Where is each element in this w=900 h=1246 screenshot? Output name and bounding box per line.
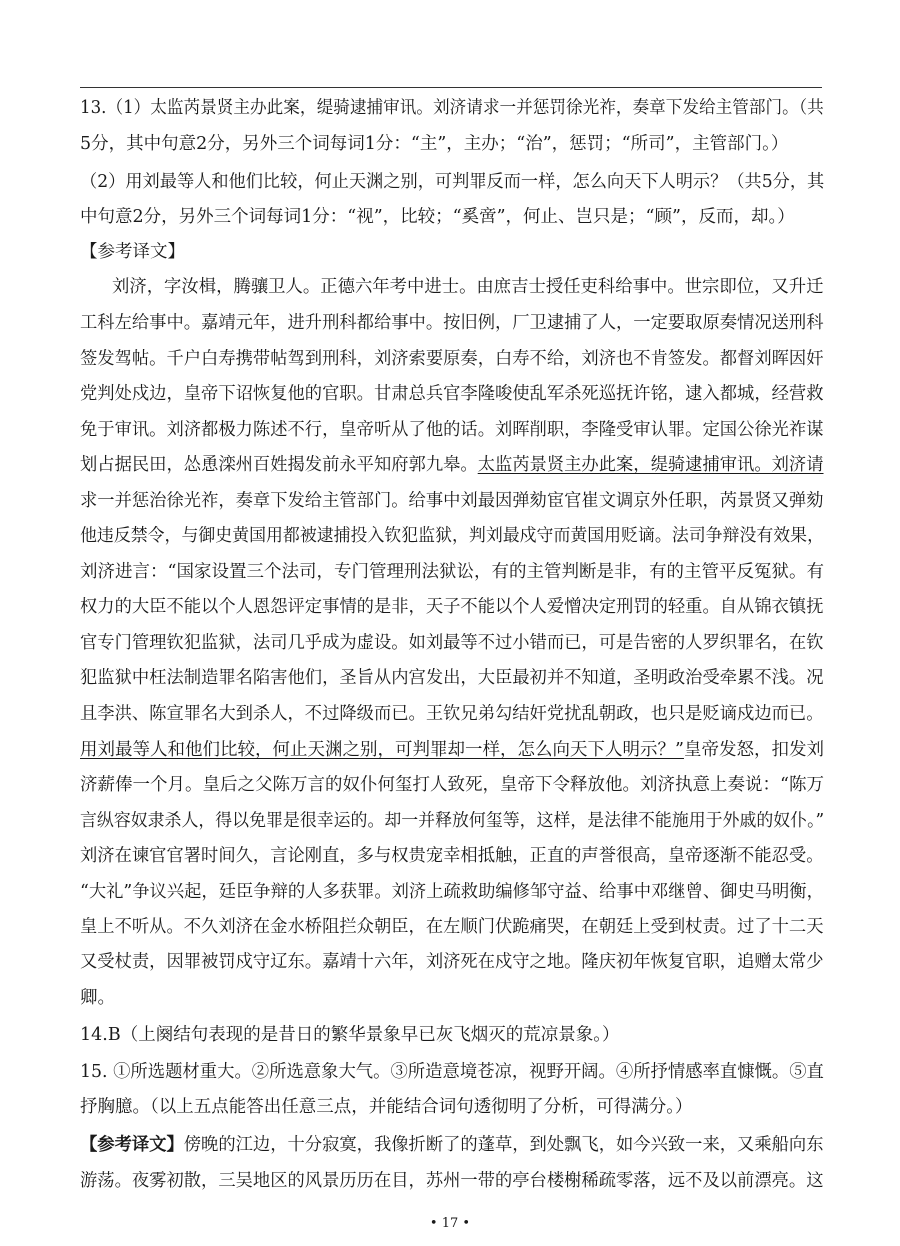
translation-line: 刘济在谏官官署时间久，言论刚直，多与权贵宠幸相抵触，正直的声誉很高，皇帝逐渐不能忍受。 (80, 846, 824, 866)
translation2-line (80, 1133, 824, 1157)
translation-line: 免于审讯。刘济都极力陈述不行，皇帝听从了他的话。刘晖削职，李隆受审认罪。定国公徐光祚谋 (80, 420, 824, 440)
translation-line: 言纵容奴隶杀人，得以免罪是很幸运的。却一并释放何玺等，这样，是法律不能施用于外戚的奴仆。” (80, 811, 825, 831)
translation-line (80, 453, 824, 477)
underlined-answer-text: 用刘最等人和他们比较，何止天渊之别，可判罪却一样，怎么向天下人明示？” (80, 740, 684, 760)
translation2-line: 游荡。夜雾初散，三吴地区的风景历历在目，苏州一带的亭台楼榭稀疏零落，远不及以前漂亮。这 (80, 1171, 824, 1191)
underlined-answer-text: 太监芮景贤主办此案，缇骑逮捕审讯。刘济请 (477, 455, 824, 475)
translation-line: 济薪俸一个月。皇后之父陈万言的奴仆何玺打人致死，皇帝下令释放他。刘济执意上奏说：“陈万 (80, 775, 824, 795)
answer-15-cont: 抒胸臆。（以上五点能答出任意三点，并能结合词句透彻明了分析，可得满分。） (80, 1097, 693, 1117)
translation-line: 且李洪、陈宣罪名大到杀人，不过降级而已。王钦兄弟勾结奸党扰乱朝政，也只是贬谪戍边而已。 (80, 704, 824, 724)
translation-line: 党判处戍边，皇帝下诏恢复他的官职。甘肃总兵官李隆唆使乱军杀死巡抚许铭，逮入都城，经营救 (80, 384, 824, 404)
translation-line: 卿。 (80, 988, 115, 1008)
translation-text: 皇帝发怒，扣发刘 (683, 740, 824, 760)
translation-line: 工科左给事中。嘉靖元年，进升刑科都给事中。按旧例，厂卫逮捕了人，一定要取原奏情况送刑科 (80, 313, 824, 333)
answer-13-part1-cont: 5分，其中句意2分，另外三个词每词1分：“主”，主办；“治”，惩罚；“所司”，主管部门。） (80, 134, 789, 154)
translation-heading: 【参考译文】 (80, 242, 185, 262)
translation-line: 犯监狱中枉法制造罪名陷害他们，圣旨从内宫发出，大臣最初并不知道，圣明政治受牵累不浅。况 (80, 668, 824, 688)
translation-line: 皇上不听从。不久刘济在金水桥阻拦众朝臣，在左顺门伏跪痛哭，在朝廷上受到杖责。过了十二天 (80, 917, 824, 937)
translation-line: 官专门管理钦犯监狱，法司几乎成为虚设。如刘最等不过小错而已，可是告密的人罗织罪名，在钦 (80, 633, 824, 653)
answer-13-part2-cont: 中句意2分，另外三个词每词1分：“视”，比较；“奚啻”，何止、岂只是；“顾”，反而，却。） (80, 207, 795, 227)
translation-line: “大礼”争议兴起，廷臣争辩的人多获罪。刘济上疏救助编修邹守益、给事中邓继曾、御史马明衡， (80, 882, 824, 902)
translation-line: 求一并惩治徐光祚，奏章下发给主管部门。给事中刘最因弹劾宦官崔文调京外任职，芮景贤又弹劾 (80, 491, 824, 511)
translation-line: 签发驾帖。千户白寿携带帖驾到刑科，刘济索要原奏，白寿不给，刘济也不肯签发。都督刘晖因奸 (80, 349, 824, 369)
translation-line (80, 738, 824, 762)
translation2-heading: 【参考译文】 (80, 1135, 184, 1155)
translation-line: 刘济，字汝楫，腾骧卫人。正德六年考中进士。由庶吉士授任吏科给事中。世宗即位，又升迁 (112, 277, 824, 297)
translation2-text: 傍晚的江边，十分寂寞，我像折断了的蓬草，到处飘飞，如今兴致一来，又乘船向东 (183, 1135, 824, 1155)
header-rule (80, 87, 822, 88)
page-number: • 17 • (429, 1216, 471, 1231)
translation-line: 他违反禁令，与御史黄国用都被逮捕投入钦犯监狱，判刘最戍守而黄国用贬谪。法司争辩没有效果， (80, 526, 824, 546)
translation-text: 划占据民田，怂恿滦州百姓揭发前永平知府郭九皋。 (80, 455, 478, 475)
translation-line: 刘济进言：“国家设置三个法司，专门管理刑法狱讼，有的主管判断是非，有的主管平反冤狱。有 (80, 562, 824, 582)
answer-15: 15. ①所选题材重大。②所选意象大气。③所造意境苍凉，视野开阔。④所抒情感率直慷慨。⑤直 (80, 1062, 824, 1082)
translation-line: 又受杖责，因罪被罚戍守辽东。嘉靖十六年，刘济死在戍守之地。隆庆初年恢复官职，追赠太常少 (80, 952, 824, 972)
answer-13-part2: （2）用刘最等人和他们比较，何止天渊之别，可判罪反而一样，怎么向天下人明示？（共5分，其 (80, 172, 825, 192)
answer-14: 14.B（上阕结句表现的是昔日的繁华景象早已灰飞烟灭的荒凉景象。） (80, 1025, 620, 1045)
translation-line: 权力的大臣不能以个人恩怨评定事情的是非，天子不能以个人爱憎决定刑罚的轻重。自从锦衣镇抚 (80, 597, 824, 617)
answer-13-part1: 13.（1）太监芮景贤主办此案，缇骑逮捕审讯。刘济请求一并惩罚徐光祚，奏章下发给主管部门。（共 (80, 98, 824, 118)
